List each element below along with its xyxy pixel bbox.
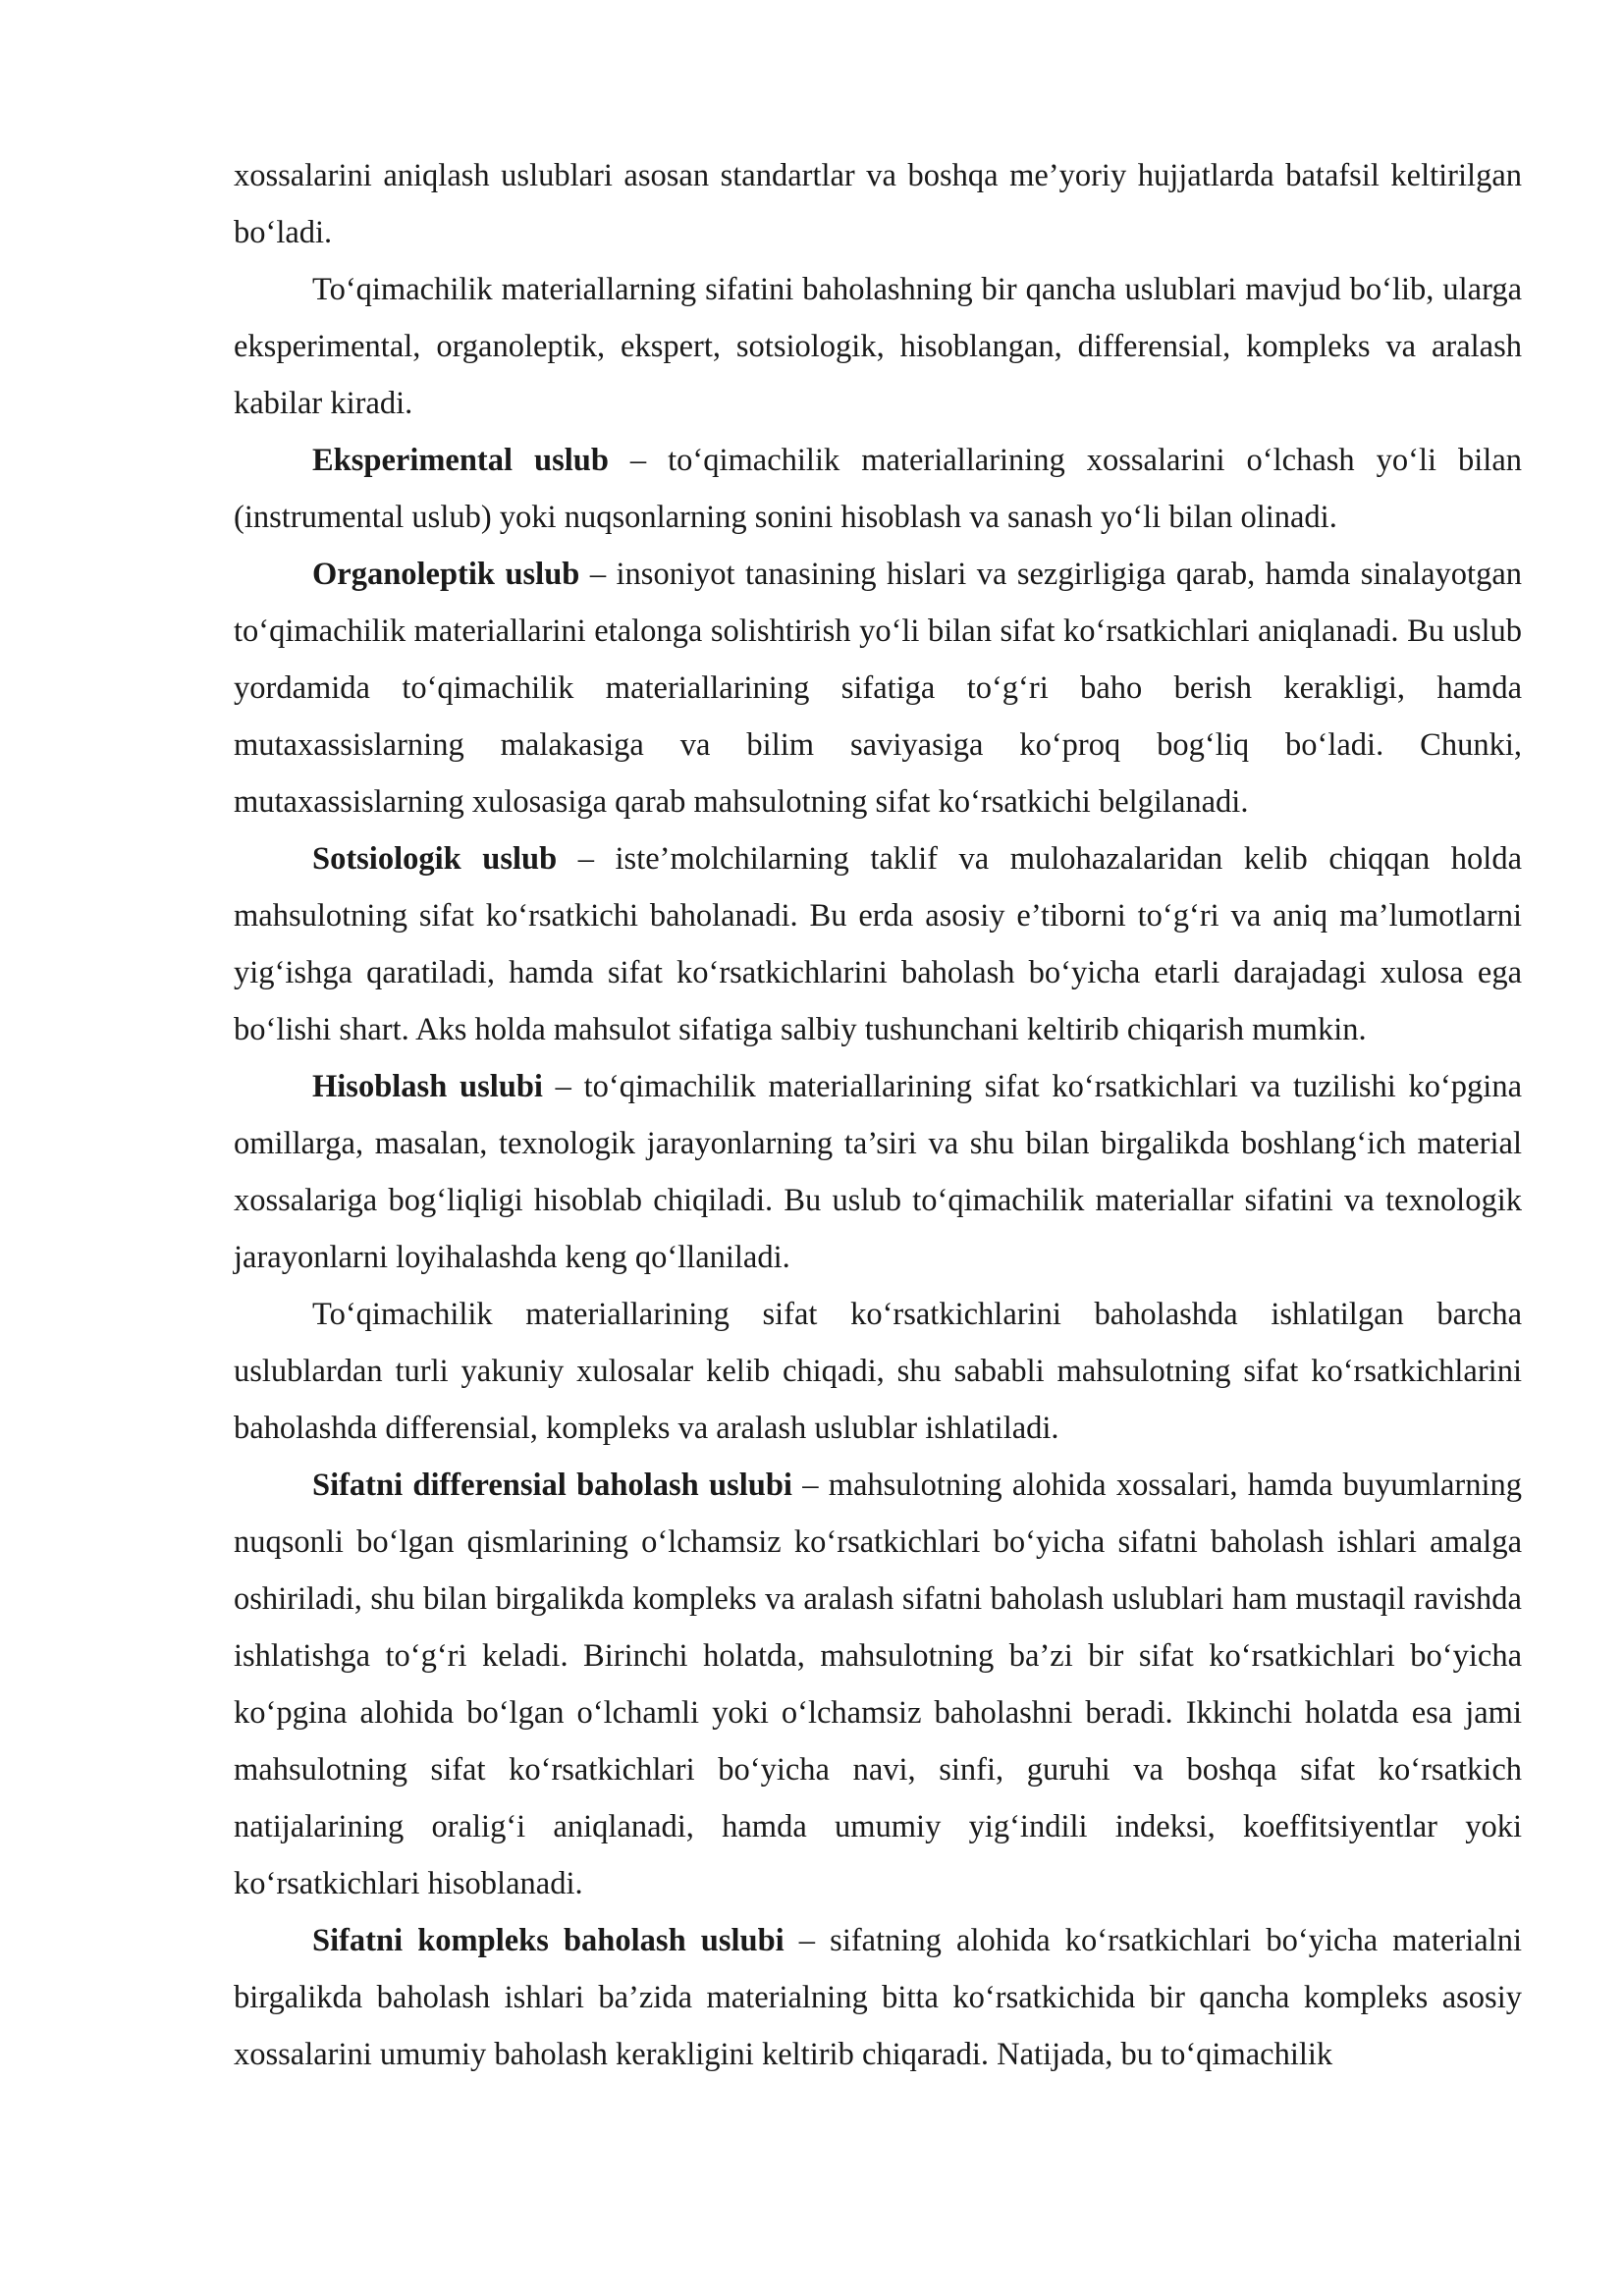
paragraph-methods-overview — [234, 261, 1522, 432]
term-heading: Hisoblash uslubi — [312, 1069, 543, 1104]
paragraph-experimental-method — [234, 432, 1522, 546]
paragraph-calculation-method — [234, 1058, 1522, 1286]
paragraph-text: To‘qimachilik materiallarning sifatini baholashning bir qancha uslublari mavjud bo‘lib, ularga eksperimental, organoleptik, ekspert, sotsiologik, hisoblangan, differensial, kompleks va aralash kabilar kiradi. — [234, 272, 1522, 421]
document-page — [234, 147, 1522, 2083]
term-heading: Eksperimental uslub — [312, 443, 609, 478]
paragraph-text: – to‘qimachilik materiallarining sifat ko‘rsatkichlari va tuzilishi ko‘pgina omillarga, masalan, texnologik jarayonlarning ta’siri va shu bilan birgalikda boshlang‘ich material xossalariga bog‘liqligi hisoblab chiqiladi. Bu uslub to‘qimachilik materiallar sifatini va texnologik jarayonlarni loyihalashda keng qo‘llaniladi. — [234, 1069, 1522, 1275]
paragraph-text: xossalarini aniqlash uslublari asosan standartlar va boshqa me’yoriy hujjatlarda batafsil keltirilgan bo‘ladi. — [234, 158, 1522, 250]
paragraph-complex-method — [234, 1912, 1522, 2083]
paragraph-differential-method — [234, 1457, 1522, 1912]
paragraph-sociological-method — [234, 830, 1522, 1058]
paragraph-organoleptic-method — [234, 546, 1522, 830]
term-heading: Sotsiologik uslub — [312, 841, 558, 877]
term-heading: Sifatni differensial baholash uslubi — [312, 1468, 792, 1503]
term-heading: Organoleptik uslub — [312, 557, 580, 592]
paragraph-text: – iste’molchilarning taklif va mulohazalaridan kelib chiqqan holda mahsulotning sifat ko‘rsatkichi baholanadi. Bu erda asosiy e’tiborni to‘g‘ri va aniq ma’lumotlarni yig‘ishga qaratiladi, hamda sifat ko‘rsatkichlarini baholash bo‘yicha etarli darajadagi xulosa ega bo‘lishi shart. Aks holda mahsulot sifatiga salbiy tushunchani keltirib chiqarish mumkin. — [234, 841, 1522, 1047]
paragraph-text: – insoniyot tanasining hislari va sezgirligiga qarab, hamda sinalayotgan to‘qimachilik materiallarini etalonga solishtirish yo‘li bilan sifat ko‘rsatkichlari aniqlanadi. Bu uslub yordamida to‘qimachilik materiallarining sifatiga to‘g‘ri baho berish kerakligi, hamda mutaxassislarning malakasiga va bilim saviyasiga ko‘proq bog‘liq bo‘ladi. Chunki, mutaxassislarning xulosasiga qarab mahsulotning sifat ko‘rsatkichi belgilanadi. — [234, 557, 1523, 820]
paragraph-conclusions — [234, 1286, 1522, 1457]
paragraph-text: – sifatning alohida ko‘rsatkichlari bo‘yicha materialni birgalikda baholash ishlari ba’zida materialning bitta ko‘rsatkichida bir qancha kompleks asosiy xossalarini umumiy baholash kerakligini keltirib chiqaradi. Natijada, bu to‘qimachilik — [234, 1923, 1522, 2072]
paragraph-text: – mahsulotning alohida xossalari, hamda buyumlarning nuqsonli bo‘lgan qismlarining o‘lchamsiz ko‘rsatkichlari bo‘yicha sifatni baholash ishlari amalga oshiriladi, shu bilan birgalikda kompleks va aralash sifatni baholash uslublari ham mustaqil ravishda ishlatishga to‘g‘ri keladi. Birinchi holatda, mahsulotning ba’zi bir sifat ko‘rsatkichlari bo‘yicha ko‘pgina alohida bo‘lgan o‘lchamli yoki o‘lchamsiz baholashni beradi. Ikkinchi holatda esa jami mahsulotning sifat ko‘rsatkichlari bo‘yicha navi, sinfi, guruhi va boshqa sifat ko‘rsatkich natijalarining oralig‘i aniqlanadi, hamda umumiy yig‘indili indeksi, koeffitsiyentlar yoki ko‘rsatkichlari hisoblanadi. — [234, 1468, 1522, 1901]
paragraph-text: To‘qimachilik materiallarining sifat ko‘rsatkichlarini baholashda ishlatilgan barcha uslublardan turli yakuniy xulosalar kelib chiqadi, shu sababli mahsulotning sifat ko‘rsatkichlarini baholashda differensial, kompleks va aralash uslublar ishlatiladi. — [234, 1297, 1522, 1446]
paragraph-continuation — [234, 147, 1522, 261]
paragraph-text: – to‘qimachilik materiallarining xossalarini o‘lchash yo‘li bilan (instrumental uslub) yoki nuqsonlarning sonini hisoblash va sanash yo‘li bilan olinadi. — [234, 443, 1522, 535]
term-heading: Sifatni kompleks baholash uslubi — [312, 1923, 785, 1958]
